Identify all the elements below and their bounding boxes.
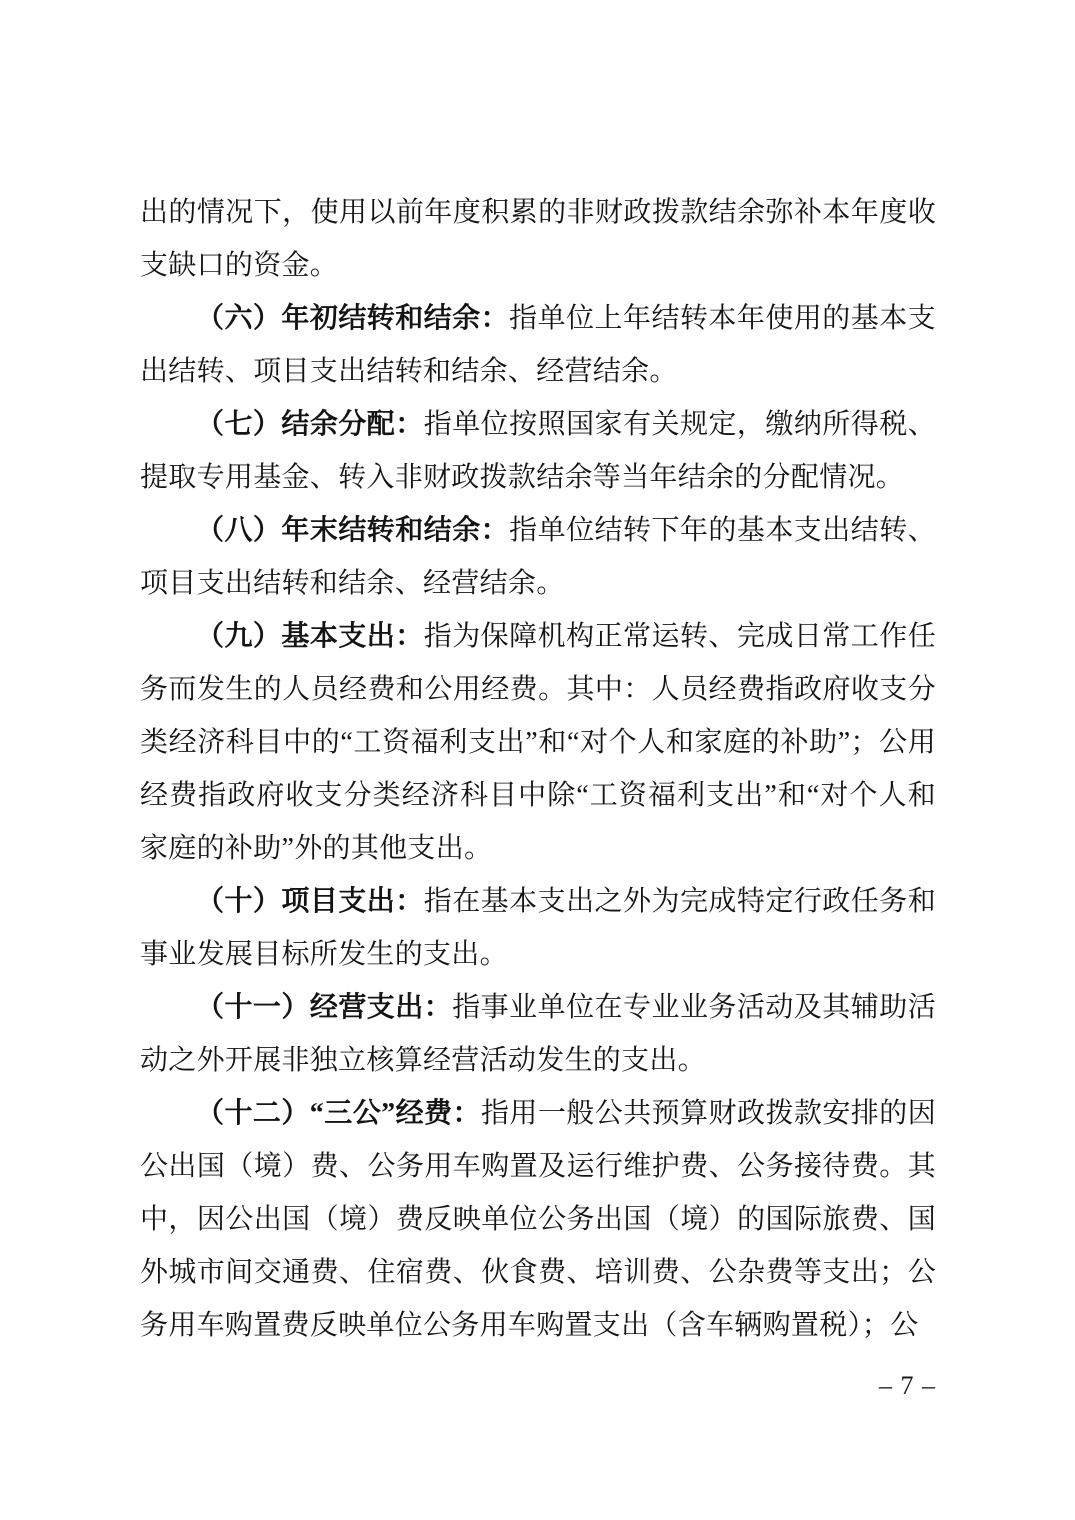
paragraph-text: 指单位上年结转本年使用的基本支出结转、项目支出结转和结余、经营结余。 — [140, 303, 936, 387]
term-heading: （八）年末结转和结余： — [196, 515, 510, 546]
paragraph — [140, 398, 936, 504]
paragraph — [140, 981, 936, 1087]
term-heading: （十）项目支出： — [196, 886, 424, 917]
term-heading: （九）基本支出： — [196, 621, 424, 652]
paragraph — [140, 610, 936, 875]
paragraph — [140, 292, 936, 398]
page-number: – 7 – — [879, 1371, 936, 1400]
paragraph-text: 指用一般公共预算财政拨款安排的因公出国（境）费、公务用车购置及运行维护费、公务接待费。其中，因公出国（境）费反映单位公务出国（境）的国际旅费、国外城市间交通费、住宿费、伙食费、培训费、公杂费等支出；公务用车购置费反映单位公务用车购置支出（含车辆购置税）；公 — [140, 1098, 936, 1341]
paragraph-text: 指为保障机构正常运转、完成日常工作任务而发生的人员经费和公用经费。其中：人员经费指政府收支分类经济科目中的“工资福利支出”和“对个人和家庭的补助”；公用经费指政府收支分类经济科目中除“工资福利支出”和“对个人和家庭的补助”外的其他支出。 — [140, 621, 936, 864]
paragraph — [140, 875, 936, 981]
paragraph — [140, 504, 936, 610]
paragraph-text: 指单位按照国家有关规定，缴纳所得税、提取专用基金、转入非财政拨款结余等当年结余的分配情况。 — [140, 409, 936, 493]
paragraph — [140, 186, 936, 292]
document-body — [140, 186, 936, 1352]
paragraph-text: 指单位结转下年的基本支出结转、项目支出结转和结余、经营结余。 — [140, 515, 936, 599]
paragraph — [140, 1087, 936, 1352]
paragraph-text: 出的情况下，使用以前年度积累的非财政拨款结余弥补本年度收支缺口的资金。 — [140, 197, 936, 281]
paragraph-text: 指在基本支出之外为完成特定行政任务和事业发展目标所发生的支出。 — [140, 886, 936, 970]
term-heading: （六）年初结转和结余： — [196, 303, 510, 334]
term-heading: （十二）“三公”经费： — [196, 1098, 481, 1129]
term-heading: （七）结余分配： — [196, 409, 424, 440]
paragraph-text: 指事业单位在专业业务活动及其辅助活动之外开展非独立核算经营活动发生的支出。 — [140, 992, 937, 1076]
term-heading: （十一）经营支出： — [196, 992, 453, 1023]
